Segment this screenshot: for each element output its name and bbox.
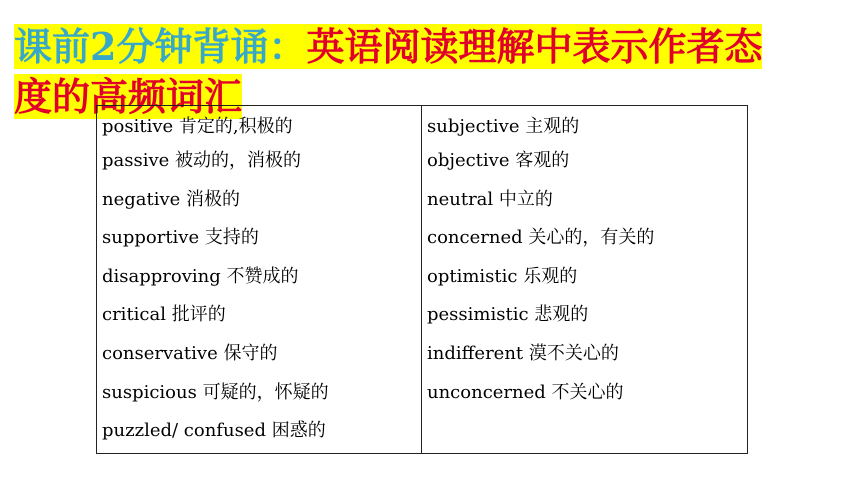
vocab-entry: pessimistic 悲观的 xyxy=(427,304,589,326)
vocab-entry: critical 批评的 xyxy=(102,304,226,326)
vocabulary-table xyxy=(96,105,748,454)
vocab-entry: conservative 保守的 xyxy=(102,342,278,364)
title-main-line1: 英语阅读理解中表示作者态 xyxy=(306,24,763,69)
title-highlight xyxy=(14,24,762,69)
vocabulary-column-right xyxy=(422,106,747,453)
vocab-entry: concerned 关心的，有关的 xyxy=(427,227,655,249)
vocab-entry: optimistic 乐观的 xyxy=(427,265,578,287)
vocab-entry: neutral 中立的 xyxy=(427,188,553,210)
vocab-entry: negative 消极的 xyxy=(102,188,241,210)
title-main-line2: 度的高频词汇 xyxy=(14,74,243,119)
vocab-entry: suspicious 可疑的，怀疑的 xyxy=(102,381,329,403)
vocab-entry: passive 被动的，消极的 xyxy=(102,150,302,171)
vocab-entry: positive 肯定的,积极的 xyxy=(102,116,293,137)
vocabulary-column-left xyxy=(97,106,422,453)
title-prefix: 课前2分钟背诵： xyxy=(14,24,307,69)
vocab-entry: indifferent 漠不关心的 xyxy=(427,342,619,364)
vocab-entry: disapproving 不赞成的 xyxy=(102,265,299,287)
vocab-entry: unconcerned 不关心的 xyxy=(427,381,624,403)
vocab-entry: supportive 支持的 xyxy=(102,227,259,249)
vocab-entry: subjective 主观的 xyxy=(427,116,580,137)
vocab-entry: objective 客观的 xyxy=(427,150,570,171)
vocab-entry: puzzled/ confused 困惑的 xyxy=(102,420,326,442)
